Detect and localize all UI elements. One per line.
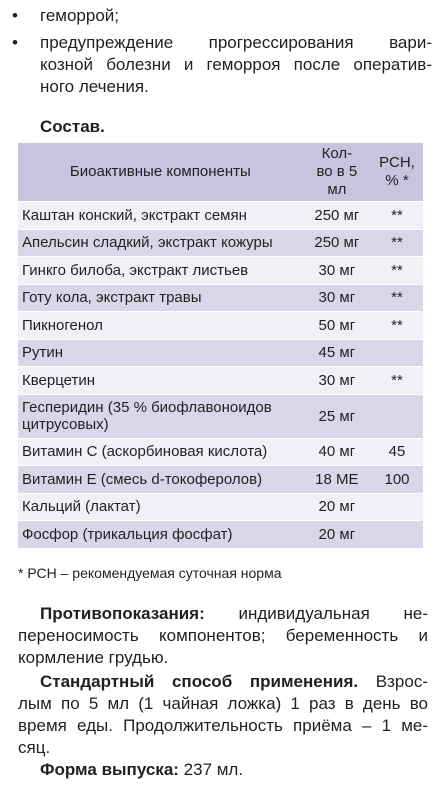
component-name: Каштан конский, экстракт семян (18, 202, 303, 230)
component-amount: 30 мг (303, 367, 371, 395)
paragraph-line: переносимость компонентов; беременность и (18, 626, 428, 645)
paragraph-text: индивидуальная не- (204, 604, 428, 623)
table-row (18, 229, 423, 257)
component-rsn: ** (371, 257, 423, 285)
header-amount (303, 143, 371, 202)
table-row (18, 367, 423, 395)
component-rsn: ** (371, 367, 423, 395)
component-name-line: цитрусовых) (22, 416, 109, 433)
table-row (18, 312, 423, 340)
composition-table (18, 142, 423, 548)
header-amount-line: во в 5 (316, 163, 358, 180)
bullet-line: геморрой; (40, 6, 120, 25)
component-name: Гинкго билоба, экстракт листьев (18, 257, 303, 285)
paragraph-line: время еды. Продолжительность приёма – 1 ме- (18, 716, 428, 735)
component-name: Кверцетин (18, 367, 303, 395)
bullet-line: предупреждение прогрессирования вари- (40, 33, 432, 52)
component-amount: 18 МЕ (303, 466, 371, 494)
paragraph-text: Взрос- (358, 672, 428, 691)
component-name-line: Гесперидин (35 % биофлавоноидов (22, 399, 272, 416)
bullet-icon: • (12, 33, 18, 52)
component-amount: 40 мг (303, 438, 371, 466)
bullet-item (0, 5, 440, 29)
bullet-text (40, 5, 432, 27)
usage-paragraph (18, 671, 428, 759)
paragraph-line (18, 759, 428, 781)
header-rsn-line: % * (385, 172, 409, 189)
component-name: Рутин (18, 339, 303, 367)
paragraph-line (18, 671, 428, 693)
table-row (18, 257, 423, 285)
bullet-line: ного лечения. (40, 77, 149, 96)
component-amount: 45 мг (303, 339, 371, 367)
component-amount: 50 мг (303, 312, 371, 340)
bullet-item (0, 32, 440, 102)
component-name: Апельсин сладкий, экстракт кожуры (18, 229, 303, 257)
component-name: Витамин С (аскорбиновая кислота) (18, 438, 303, 466)
component-rsn (371, 521, 423, 549)
contraindications-label: Противопоказания: (40, 604, 205, 623)
usage-label: Стандартный способ применения. (40, 672, 359, 691)
component-name (18, 394, 303, 438)
footnote: * РСН – рекомендуемая суточная норма (18, 565, 282, 581)
table-row (18, 521, 423, 549)
table-row (18, 438, 423, 466)
component-amount: 30 мг (303, 284, 371, 312)
paragraph-line (18, 603, 428, 625)
component-rsn: 100 (371, 466, 423, 494)
component-amount: 250 мг (303, 202, 371, 230)
component-name: Готу кола, экстракт травы (18, 284, 303, 312)
bullet-line: козной болезни и геморроя после оператив- (40, 55, 432, 74)
component-amount: 25 мг (303, 394, 371, 438)
bullet-text (40, 32, 432, 98)
header-amount-line: Кол- (321, 145, 353, 162)
paragraph-line: сяц. (18, 738, 51, 757)
table-row (18, 284, 423, 312)
header-rsn-line: РСН, (379, 154, 415, 171)
table-row (18, 394, 423, 438)
component-rsn: ** (371, 229, 423, 257)
component-amount: 20 мг (303, 493, 371, 521)
component-name: Фосфор (трикальция фосфат) (18, 521, 303, 549)
component-amount: 250 мг (303, 229, 371, 257)
component-name: Кальций (лактат) (18, 493, 303, 521)
component-rsn: 45 (371, 438, 423, 466)
paragraph-line: кормление грудью. (18, 648, 169, 667)
component-name: Витамин Е (смесь d-токоферолов) (18, 466, 303, 494)
table-row (18, 493, 423, 521)
table-row (18, 339, 423, 367)
component-amount: 30 мг (303, 257, 371, 285)
component-rsn: ** (371, 312, 423, 340)
form-paragraph (18, 759, 428, 781)
component-rsn (371, 493, 423, 521)
form-label: Форма выпуска: (40, 760, 179, 779)
header-component: Биоактивные компоненты (18, 143, 303, 202)
component-rsn (371, 394, 423, 438)
header-rsn (371, 143, 423, 202)
component-rsn: ** (371, 202, 423, 230)
component-name: Пикногенол (18, 312, 303, 340)
paragraph-line: лым по 5 мл (1 чайная ложка) 1 раз в день во (18, 694, 428, 713)
header-amount-line: мл (327, 181, 347, 198)
composition-title: Состав. (40, 117, 105, 136)
component-amount: 20 мг (303, 521, 371, 549)
table-header-row (18, 143, 423, 202)
contraindications-paragraph (18, 603, 428, 669)
table-row (18, 466, 423, 494)
bullet-icon: • (12, 6, 18, 25)
form-value: 237 мл. (178, 760, 244, 779)
component-rsn (371, 339, 423, 367)
table-row (18, 202, 423, 230)
component-rsn: ** (371, 284, 423, 312)
